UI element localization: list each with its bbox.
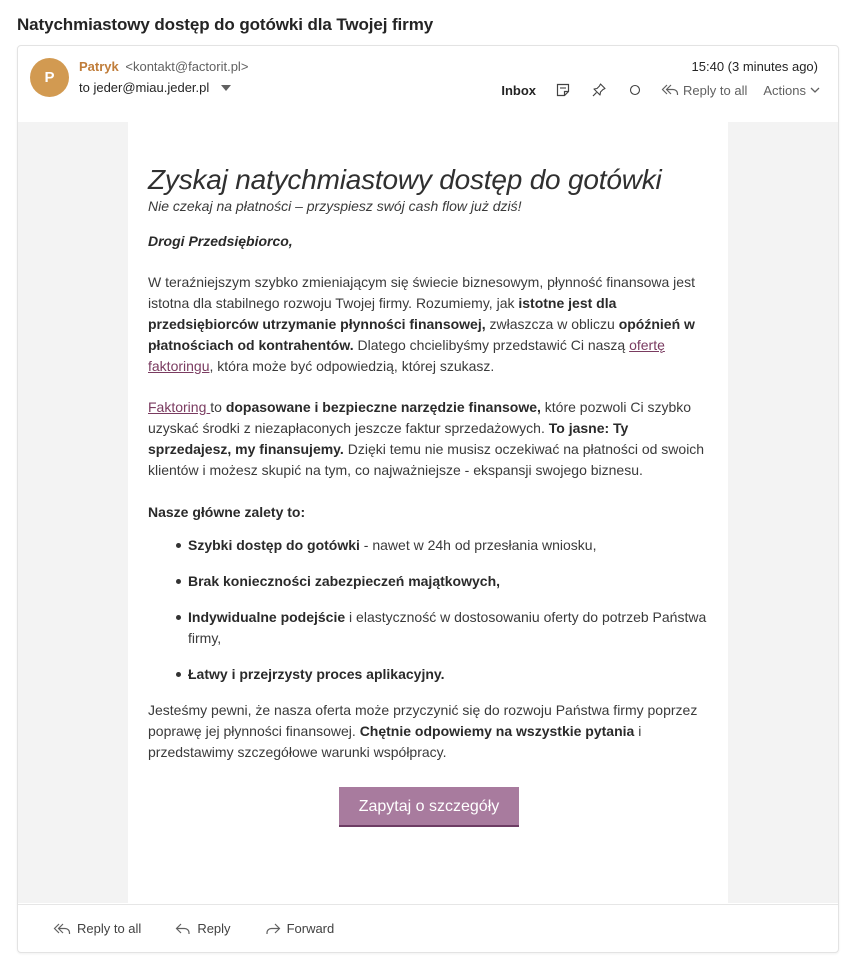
chevron-down-icon [810, 87, 820, 94]
cta-button[interactable]: Zapytaj o szczegóły [339, 787, 519, 827]
advantages-heading [148, 502, 710, 523]
reply-icon [175, 922, 191, 936]
bold-text: opóźnień w płatnościach od kontrahentów. [148, 316, 695, 353]
sender-email: <kontakt@factorit.pl> [125, 59, 249, 74]
message-footer [18, 904, 838, 952]
email-content [148, 163, 710, 827]
footer-reply-all-button[interactable] [53, 921, 141, 936]
paragraph-closing [148, 700, 710, 763]
folder-label[interactable]: Inbox [501, 82, 537, 98]
reply-all-icon [53, 922, 71, 936]
bold-text: Brak konieczności zabezpieczeń majątkowych, [188, 573, 501, 589]
text-span: Jesteśmy pewni, że nasza oferta może przyczynić się do rozwoju Państwa firmy poprzez poprawę jej płynności finansowej. [148, 702, 698, 739]
text-span: i przedstawimy szczegółowe warunki współpracy. [148, 723, 642, 760]
text-span: i elastyczność w dostosowaniu oferty do potrzeb Państwa firmy, [188, 609, 707, 646]
list-item [188, 535, 710, 556]
sender-name[interactable]: Patryk [79, 59, 119, 74]
list-item [188, 664, 710, 685]
text-span: W teraźniejszym szybko zmieniającym się świecie biznesowym, płynność finansowa jest istotna dla stabilnego rozwoju Twojej firmy. Rozumiemy, jak [148, 274, 695, 311]
message-body [18, 122, 838, 903]
text-span: Dzięki temu nie musisz oczekiwać na płatności od swoich klientów i możesz skupić na tym, co najważniejsze - ekspansji swojego biznesu. [148, 441, 705, 478]
cta-container [148, 787, 710, 827]
bold-text: Indywidualne podejście [188, 609, 346, 625]
reply-all-button[interactable] [661, 83, 747, 98]
email-content-panel [128, 122, 728, 903]
avatar[interactable]: P [30, 58, 69, 97]
bold-text: Szybki dostęp do gotówki [188, 537, 360, 553]
note-icon[interactable] [553, 80, 573, 100]
greeting: Drogi Przedsiębiorco, [148, 233, 293, 249]
list-item [188, 571, 710, 592]
recipient-line [79, 80, 231, 95]
footer-forward-button[interactable] [265, 921, 335, 936]
bold-text: Nasze główne zalety to: [148, 504, 306, 520]
message-toolbar [501, 79, 820, 101]
bold-text: dopasowane i bezpieczne narzędzie finansowe, [225, 399, 541, 415]
offer-link[interactable]: ofertę faktoringu [148, 337, 665, 374]
email-subheadline: Nie czekaj na płatności – przyspiesz swój cash flow już dziś! [148, 198, 522, 214]
bold-text: Chętnie odpowiemy na wszystkie pytania [359, 723, 635, 739]
email-subject: Natychmiastowy dostęp do gotówki dla Twojej firmy [17, 15, 434, 34]
factoring-link[interactable]: Faktoring [148, 399, 211, 415]
advantages-list [148, 535, 710, 685]
pin-icon[interactable] [589, 80, 609, 100]
footer-reply-button[interactable] [175, 921, 230, 936]
sender-line [79, 59, 248, 74]
bold-text: istotne jest dla przedsiębiorców utrzymanie płynności finansowej, [148, 295, 617, 332]
paragraph-intro [148, 272, 710, 377]
list-item [188, 607, 710, 649]
message-card [17, 45, 839, 953]
forward-icon [265, 922, 281, 936]
text-span: to [210, 399, 226, 415]
reply-all-icon [661, 83, 679, 97]
timestamp: 15:40 (3 minutes ago) [691, 59, 818, 74]
text-span: , która może być odpowiedzią, której szukasz. [209, 358, 495, 374]
actions-label: Actions [763, 82, 806, 98]
forward-label: Forward [286, 921, 335, 936]
paragraph-factoring [148, 397, 710, 481]
bold-text: Łatwy i przejrzysty proces aplikacyjny. [188, 666, 445, 682]
chevron-down-icon[interactable] [221, 85, 231, 91]
text-span: Dlatego chcielibyśmy przedstawić Ci naszą [353, 337, 630, 353]
text-span: - nawet w 24h od przesłania wniosku, [359, 537, 597, 553]
read-status-icon[interactable] [625, 80, 645, 100]
actions-menu[interactable] [763, 83, 820, 98]
email-headline: Zyskaj natychmiastowy dostęp do gotówki [148, 164, 662, 195]
text-span: zwłaszcza w obliczu [485, 316, 619, 332]
reply-label: Reply [197, 921, 231, 936]
bold-text: To jasne: Ty sprzedajesz, my finansujemy. [148, 420, 629, 457]
text-span: które pozwoli Ci szybko uzyskać środki z niezapłaconych jeszcze faktur sprzedażowych. [148, 399, 692, 436]
reply-all-label: Reply to all [77, 921, 142, 936]
reply-all-label: Reply to all [683, 82, 748, 98]
recipient-text: to jeder@miau.jeder.pl [79, 80, 210, 95]
